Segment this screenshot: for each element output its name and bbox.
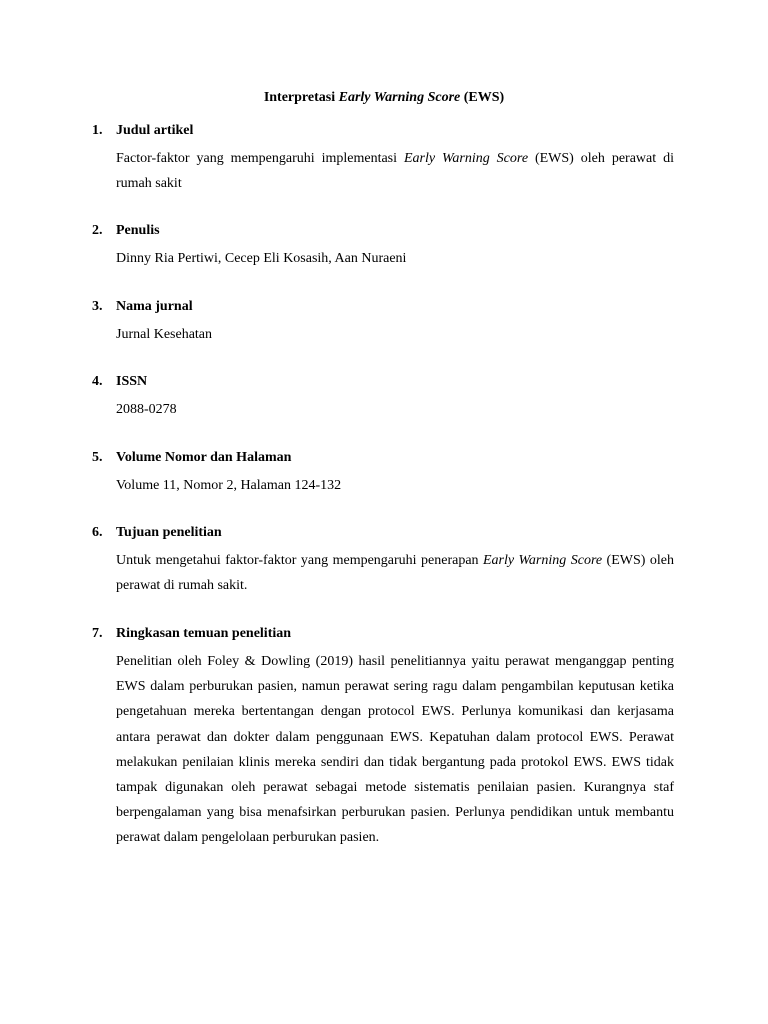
body-text-post: (EWS) oleh perawat di rumah sakit bbox=[116, 151, 674, 192]
section-tujuan-penelitian bbox=[92, 523, 674, 598]
section-issn bbox=[92, 372, 674, 422]
section-body: 2088-0278 bbox=[116, 402, 177, 417]
body-text-pre: Untuk mengetahui faktor-faktor yang mempengaruhi penerapan bbox=[116, 553, 483, 568]
section-heading-text: Penulis bbox=[116, 223, 160, 238]
section-heading bbox=[92, 121, 674, 141]
section-number: 6. bbox=[92, 525, 103, 540]
title-prefix: Interpretasi bbox=[263, 90, 339, 105]
section-heading bbox=[92, 448, 674, 468]
section-body: Jurnal Kesehatan bbox=[116, 327, 213, 342]
section-heading bbox=[92, 221, 674, 241]
section-judul-artikel bbox=[92, 121, 674, 196]
section-heading-text: Ringkasan temuan penelitian bbox=[116, 626, 292, 641]
section-number: 3. bbox=[92, 299, 103, 314]
section-number: 5. bbox=[92, 450, 103, 465]
title-italic: Early Warning Score bbox=[338, 90, 461, 105]
body-text-italic: Early Warning Score bbox=[483, 553, 603, 568]
section-body bbox=[116, 548, 674, 598]
section-heading-text: Judul artikel bbox=[116, 123, 194, 138]
section-number: 2. bbox=[92, 223, 103, 238]
section-heading bbox=[92, 624, 674, 644]
section-volume-nomor-halaman bbox=[92, 448, 674, 498]
section-body: Penelitian oleh Foley & Dowling (2019) hasil penelitiannya yaitu perawat menganggap penting EWS dalam perburukan pasien, namun perawat sering ragu dalam pengambilan keputusan ketika pengetahuan mereka bertentangan dengan protocol EWS. Perlunya komunikasi dan kerjasama antara perawat dan dokter dalam penggunaan EWS. Kepatuhan dalam protocol EWS. Perawat melakukan penilaian klinis mereka sendiri dan tidak bergantung pada protokol EWS. EWS tidak tampak digunakan oleh perawat sebagai metode sistematis penilaian pasien. Kurangnya staf berpengalaman yang bisa menafsirkan perburukan pasien. Perlunya pendidikan untuk membantu perawat dalam pengelolaan perburukan pasien. bbox=[116, 654, 674, 846]
document-title bbox=[0, 88, 768, 108]
section-body: Volume 11, Nomor 2, Halaman 124-132 bbox=[116, 478, 342, 493]
body-text-pre: Factor-faktor yang mempengaruhi implementasi bbox=[116, 151, 404, 166]
section-body bbox=[116, 146, 674, 196]
section-heading-text: Volume Nomor dan Halaman bbox=[116, 450, 292, 465]
section-number: 4. bbox=[92, 374, 103, 389]
section-heading-text: Tujuan penelitian bbox=[116, 525, 222, 540]
section-heading-text: Nama jurnal bbox=[116, 299, 193, 314]
section-number: 7. bbox=[92, 626, 103, 641]
section-body: Dinny Ria Pertiwi, Cecep Eli Kosasih, Aan Nuraeni bbox=[116, 251, 407, 266]
section-nama-jurnal bbox=[92, 297, 674, 347]
section-heading bbox=[92, 372, 674, 392]
title-suffix: (EWS) bbox=[460, 90, 505, 105]
body-text-post: (EWS) oleh perawat di rumah sakit. bbox=[116, 553, 674, 594]
section-heading bbox=[92, 523, 674, 543]
section-heading-text: ISSN bbox=[116, 374, 148, 389]
section-number: 1. bbox=[92, 123, 103, 138]
body-text-italic: Early Warning Score bbox=[403, 151, 529, 166]
section-penulis bbox=[92, 221, 674, 271]
section-heading bbox=[92, 297, 674, 317]
section-ringkasan-temuan bbox=[92, 624, 674, 851]
